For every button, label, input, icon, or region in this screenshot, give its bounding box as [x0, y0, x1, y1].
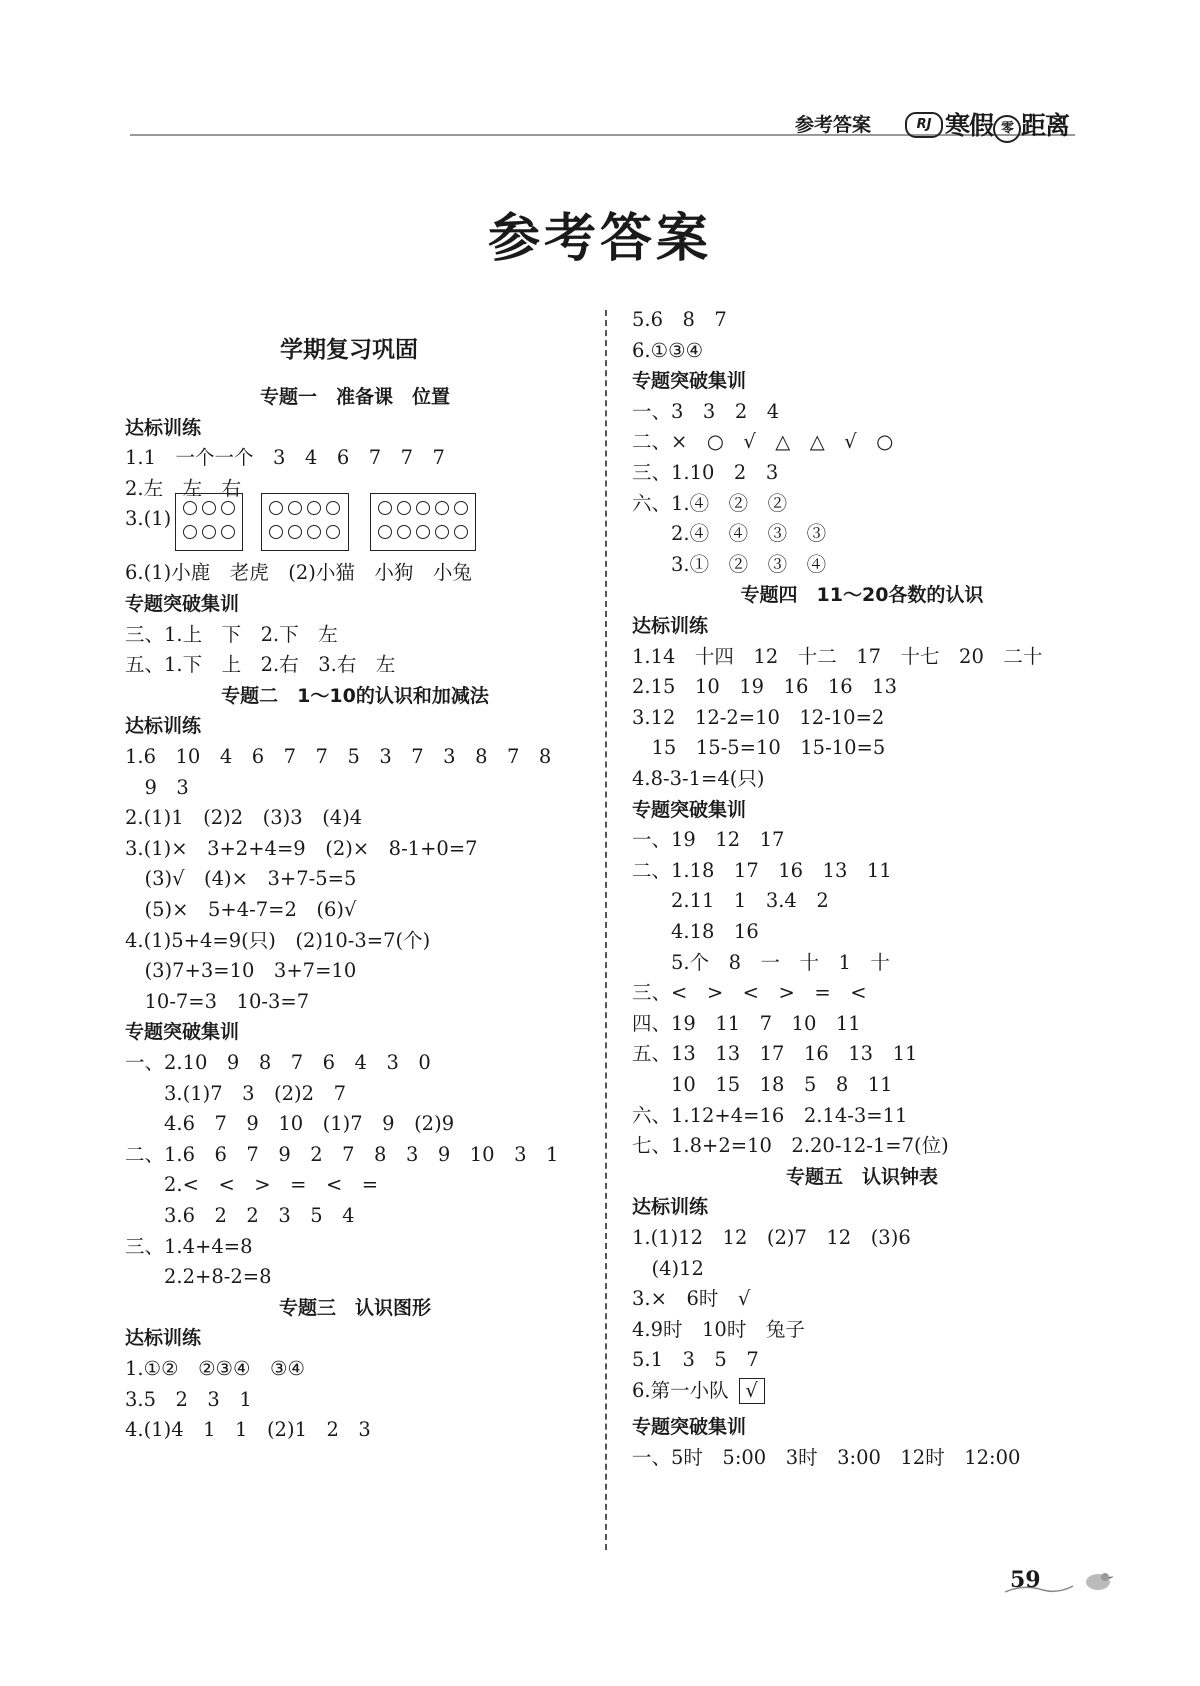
brand-zero: 零 — [993, 115, 1021, 143]
answer-line: 4.18 16 — [632, 920, 759, 943]
answer-line: 五、1.下 上 2.右 3.右 左 — [125, 653, 396, 677]
answer-line: 3.6 2 2 3 5 4 — [125, 1204, 355, 1227]
topic-heading: 专题五 认识钟表 — [785, 1165, 938, 1188]
subsection-heading: 达标训练 — [125, 416, 202, 439]
answer-line: 1.14 十四 12 十二 17 十七 20 二十 — [632, 644, 1043, 668]
answer-line: 2.(1)1 (2)2 (3)3 (4)4 — [125, 806, 363, 830]
answer-line: 四、19 11 7 10 11 — [632, 1011, 861, 1035]
answer-line: (4)12 — [632, 1256, 704, 1280]
answer-line: (3)√ (4)× 3+7-5=5 — [125, 867, 357, 891]
answer-line: 15 15-5=10 15-10=5 — [632, 736, 886, 760]
answer-line: 2.11 1 3.4 2 — [632, 889, 829, 913]
answer-line: 1.6 10 4 6 7 7 5 3 7 3 8 7 8 — [125, 745, 552, 768]
answer-line: 3.5 2 3 1 — [125, 1387, 252, 1411]
answer-line: 1.1 一个一个 3 4 6 7 7 7 — [125, 446, 445, 470]
answer-line: 3.(1)× 3+2+4=9 (2)× 8-1+0=7 — [125, 836, 478, 860]
answer-line: 6.①③④ — [632, 338, 704, 362]
subsection-heading: 专题突破集训 — [632, 798, 747, 821]
subsection-heading: 达标训练 — [632, 615, 709, 637]
answer-line: 3.(1) — [125, 507, 172, 531]
answer-line: 10-7=3 10-3=7 — [125, 989, 310, 1013]
answer-line: 2.2+8-2=8 — [125, 1265, 272, 1289]
answer-line: 一、3 3 2 4 — [632, 399, 780, 423]
answer-line: 9 3 — [125, 775, 189, 799]
header-label: 参考答案 — [795, 114, 872, 136]
page-title: 参考答案 — [487, 208, 712, 269]
answer-line: 五、13 13 17 16 13 11 — [632, 1042, 918, 1066]
subsection-heading: 达标训练 — [632, 1196, 709, 1219]
answer-line: 二、1.6 6 7 9 2 7 8 3 9 10 3 1 — [125, 1142, 559, 1166]
check-box: √ — [739, 1378, 765, 1404]
answer-line: 一、5时 5:00 3时 3:00 12时 12:00 — [632, 1445, 1021, 1469]
answer-line: 4.6 7 9 10 (1)7 9 (2)9 — [125, 1112, 455, 1136]
answer-line: 2.15 10 19 16 16 13 — [632, 675, 897, 699]
answer-line: 二、1.18 17 16 13 11 — [632, 858, 892, 882]
answer-line: 5.6 8 7 — [632, 308, 727, 331]
answer-line: 三、1.4+4=8 — [125, 1234, 253, 1258]
answer-line: 二、× ○ √ △ △ √ ○ — [632, 430, 894, 454]
answer-text: 6.第一小队 — [632, 1379, 729, 1402]
topic-heading: 专题四 11～20各数的认识 — [740, 584, 984, 607]
subsection-heading: 专题突破集训 — [632, 1416, 747, 1438]
answer-line: 一、19 12 17 — [632, 828, 785, 852]
answer-line: 1.(1)12 12 (2)7 12 (3)6 — [632, 1226, 911, 1249]
answer-line: (5)× 5+4-7=2 (6)√ — [125, 898, 357, 921]
answer-line: 5.个 8 一 十 1 十 — [632, 950, 890, 974]
subsection-heading: 达标训练 — [125, 715, 202, 738]
answer-line: 六、1.12+4=16 2.14-3=11 — [632, 1103, 908, 1127]
subsection-heading: 专题突破集训 — [632, 370, 747, 393]
answer-line: 3.12 12-2=10 12-10=2 — [632, 705, 885, 729]
subsection-heading: 达标训练 — [125, 1327, 202, 1350]
topic-heading: 专题三 认识图形 — [278, 1296, 431, 1319]
answer-line: 4.8-3-1=4(只) — [632, 767, 765, 790]
answer-line: 一、2.10 9 8 7 6 4 3 0 — [125, 1051, 431, 1074]
answer-line — [632, 1377, 765, 1405]
answer-line: 10 15 18 5 8 11 — [632, 1073, 893, 1096]
answer-line: 2.左 左 右 — [125, 476, 242, 500]
answer-line: 3.① ② ③ ④ — [632, 552, 827, 576]
subsection-heading: 专题突破集训 — [125, 593, 240, 615]
answer-line: (3)7+3=10 3+7=10 — [125, 959, 357, 983]
answer-line: 三、< > < > = < — [632, 981, 867, 1005]
brand-text-a: 寒假 — [945, 111, 994, 140]
answer-line: 三、1.上 下 2.下 左 — [125, 622, 338, 646]
answer-line: 七、1.8+2=10 2.20-12-1=7(位) — [632, 1134, 949, 1158]
answer-line: 6.(1)小鹿 老虎 (2)小猫 小狗 小兔 — [125, 561, 472, 585]
answer-line: 1.①② ②③④ ③④ — [125, 1357, 305, 1380]
topic-heading: 专题二 1～10的认识和加减法 — [221, 684, 489, 707]
answer-line: 2.④ ④ ③ ③ — [632, 522, 827, 546]
answer-line: 4.9时 10时 兔子 — [632, 1317, 805, 1341]
answer-line: 4.(1)4 1 1 (2)1 2 3 — [125, 1418, 371, 1442]
brand-text-c: 距离 — [1021, 111, 1070, 140]
page-number: 59 — [1010, 1567, 1041, 1593]
column-divider — [605, 310, 607, 1550]
answer-line: 3.(1)7 3 (2)2 7 — [125, 1081, 346, 1105]
brand-logo — [945, 106, 1069, 143]
subsection-heading: 专题突破集训 — [125, 1021, 240, 1044]
answer-line: 5.1 3 5 7 — [632, 1348, 759, 1372]
answer-line: 六、1.④ ② ② — [632, 491, 788, 515]
section-title: 学期复习巩固 — [280, 337, 418, 363]
answer-line: 3.× 6时 √ — [632, 1287, 751, 1311]
answer-line: 三、1.10 2 3 — [632, 461, 779, 484]
answer-line: 2.< < > = < = — [125, 1173, 379, 1197]
answer-line: 4.(1)5+4=9(只) (2)10-3=7(个) — [125, 928, 431, 952]
topic-heading: 专题一 准备课 位置 — [259, 386, 450, 408]
rj-badge: RJ — [905, 112, 943, 138]
